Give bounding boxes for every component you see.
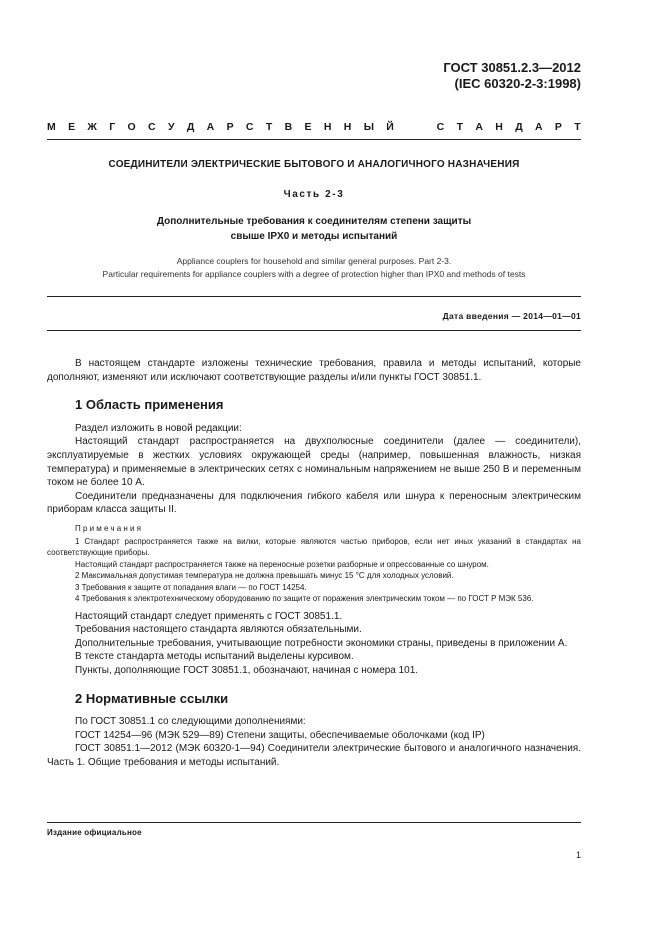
note-1b: Настоящий стандарт распространяется также на переносные розетки разборные и опрессованные со шнуром. — [75, 559, 489, 569]
standard-code: ГОСТ 30851.2.3—2012 — [443, 60, 581, 75]
subtitle-line-1: Дополнительные требования к соединителям степени защиты — [156, 216, 472, 227]
interstate-letter — [406, 121, 409, 133]
note-2: 2 Максимальная допустимая температура не должна превышать минус 15 °С для холодных условий. — [75, 571, 454, 581]
english-title-line-1: Appliance couplers for household and similar general purposes. Part 2-3. — [176, 256, 452, 266]
interstate-letter: С — [245, 121, 254, 133]
section-1-p1: Раздел изложить в новой редакции: — [75, 422, 242, 434]
introduction-date: Дата введения — 2014—01—01 — [442, 311, 581, 321]
interstate-letter: Т — [456, 121, 464, 133]
section-1-heading: 1 Область применения — [75, 397, 224, 413]
note-3: 3 Требования к защите от попадания влаги — по ГОСТ 14254. — [75, 582, 307, 592]
notes-header: Примечания — [75, 523, 144, 533]
interstate-letter: Д — [515, 121, 523, 133]
document-subtitle — [47, 214, 581, 244]
interstate-letter: Ж — [87, 121, 97, 133]
interstate-letter: Ы — [363, 121, 374, 133]
section-1-p3: Соединители предназначены для подключения гибкого кабеля или шнура к переносным электрическим приборам класса защиты II. — [47, 490, 581, 516]
section-2-heading: 2 Нормативные ссылки — [75, 690, 229, 706]
section-1-p7: В тексте стандарта методы испытаний выделены курсивом. — [75, 651, 354, 663]
interstate-letter: О — [127, 121, 136, 133]
iec-code: (IEC 60320-2-3:1998) — [454, 76, 581, 91]
interstate-letter — [421, 121, 424, 133]
english-title — [47, 255, 581, 281]
subtitle-line-2: свыше IPX0 и методы испытаний — [230, 231, 398, 242]
interstate-letter: Е — [304, 121, 312, 133]
intro-paragraph: В настоящем стандарте изложены технические требования, правила и методы испытаний, которые дополняют, изменяют или исключают соответствующие разделы и/или пункты ГОСТ 30851.1. — [47, 358, 581, 383]
interstate-letter: М — [47, 121, 56, 133]
interstate-letter: Н — [343, 121, 352, 133]
interstate-letter: Р — [554, 121, 562, 133]
section-1-p5: Требования настоящего стандарта являются обязательными. — [75, 624, 362, 636]
page-number: 1 — [575, 850, 581, 860]
section-1-p2: Настоящий стандарт распространяется на двухполюсные соединители (далее — соединители), эксплуатируемые в жестких условиях окружающей среды (например, повышенная влажность, низкая температура) и применяемые в электрических сетях с номинальным напряжением не выше 250 В и переменным током не более 10 А. — [47, 436, 581, 489]
interstate-letter: Е — [68, 121, 76, 133]
note-1: 1 Стандарт распространяется также на вилки, которые являются частью приборов, если нет иных указаний в стандартах на соответствующие приборы. — [47, 536, 581, 558]
footer-rule — [47, 822, 581, 823]
document-body — [47, 357, 581, 769]
english-title-line-2: Particular requirements for appliance couplers with a degree of protection higher than IPX0 and methods of tests — [102, 269, 526, 279]
interstate-letter: С — [436, 121, 445, 133]
interstate-letter: С — [148, 121, 156, 133]
section-2-p1: По ГОСТ 30851.1 со следующими дополнениями: — [75, 716, 306, 728]
interstate-letter: Д — [186, 121, 195, 133]
note-4: 4 Требования к электротехническому оборудованию по защите от поражения электрическим током — по ГОСТ Р МЭК 536. — [75, 594, 534, 604]
interstate-letter: А — [206, 121, 215, 133]
interstate-letter: Н — [323, 121, 332, 133]
section-1-p4: Настоящий стандарт следует применять с ГОСТ 30851.1. — [75, 610, 343, 622]
date-rule — [47, 330, 581, 331]
title-rule — [47, 296, 581, 297]
interstate-standard-banner — [47, 121, 581, 133]
part-label: Часть 2-3 — [283, 189, 345, 200]
section-2-p3: ГОСТ 30851.1—2012 (МЭК 60320-1—94) Соединители электрические бытового и аналогичного назначения. Часть 1. Общие требования и методы испытаний. — [47, 743, 581, 768]
interstate-letter: А — [535, 121, 543, 133]
interstate-letter: У — [167, 121, 175, 133]
section-1-p8: Пункты, дополняющие ГОСТ 30851.1, обозначают, начиная с номера 101. — [75, 664, 419, 676]
interstate-letter: Р — [226, 121, 234, 133]
interstate-letter: Н — [495, 121, 503, 133]
interstate-letter: А — [475, 121, 483, 133]
document-title: СОЕДИНИТЕЛИ ЭЛЕКТРИЧЕСКИЕ БЫТОВОГО И АНАЛОГИЧНОГО НАЗНАЧЕНИЯ — [108, 159, 520, 170]
official-edition-label: Издание официальное — [47, 828, 142, 837]
interstate-letter: В — [284, 121, 293, 133]
interstate-letter: Г — [109, 121, 116, 133]
top-rule — [47, 139, 581, 140]
section-1-p6: Дополнительные требования, учитывающие потребности экономики страны, приведены в приложении А. — [75, 637, 568, 649]
interstate-letter: Т — [265, 121, 273, 133]
interstate-letter: Т — [574, 121, 581, 133]
interstate-letter: Й — [386, 121, 394, 133]
section-2-p2: ГОСТ 14254—96 (МЭК 529—89) Степени защиты, обеспечиваемые оболочками (код IP) — [75, 729, 485, 741]
standard-code-header — [443, 60, 581, 92]
